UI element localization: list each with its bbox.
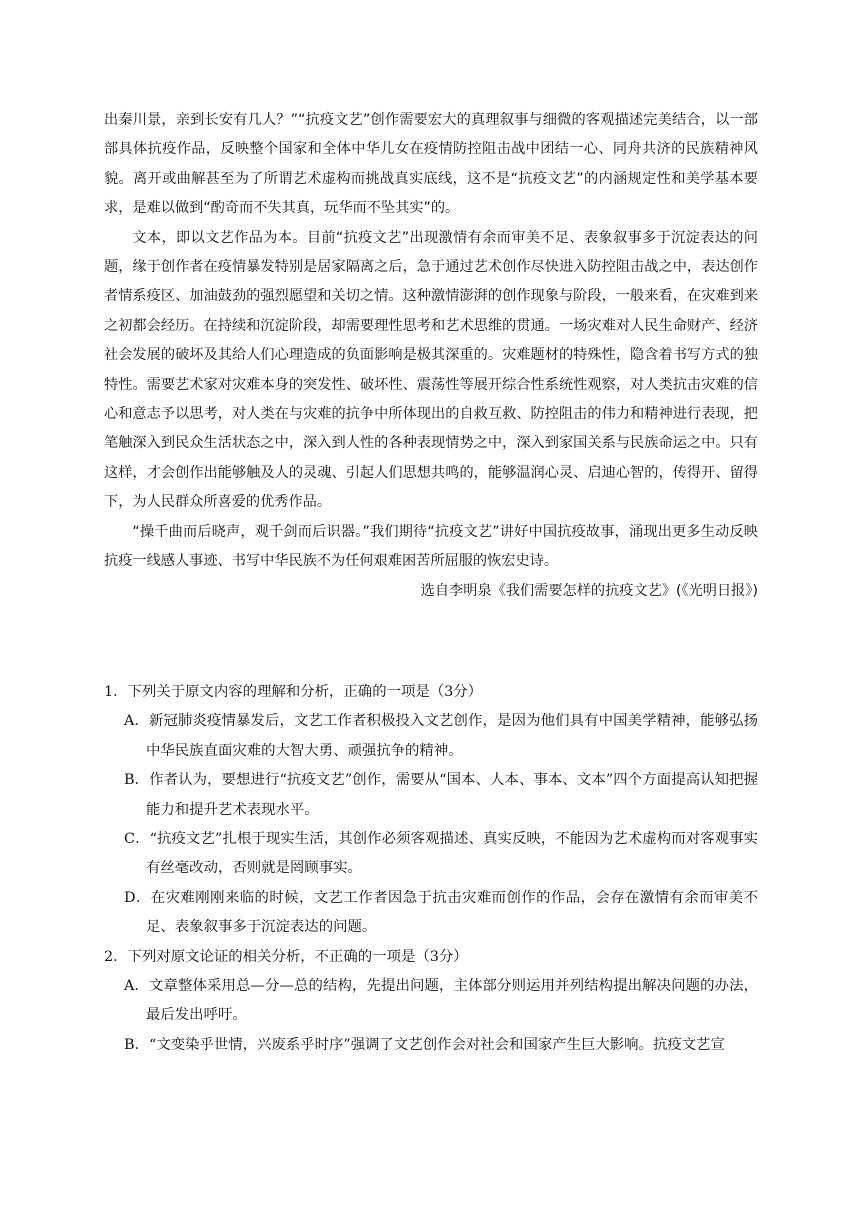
option-b	[104, 1031, 758, 1060]
option-letter: C．	[124, 831, 150, 848]
article-source: 选自李明泉《我们需要怎样的抗疫文艺》(《光明日报》)	[420, 582, 758, 599]
option-b	[104, 766, 758, 825]
article-body	[104, 106, 758, 606]
question-2	[104, 943, 758, 1061]
questions-section	[104, 678, 758, 1060]
option-letter: B．	[124, 772, 150, 789]
question-stem: 1．下列关于原文内容的理解和分析，正确的一项是（3分）	[104, 684, 483, 700]
question-stem: 2．下列对原文论证的相关分析，不正确的一项是（3分）	[104, 948, 468, 965]
option-text: 在灾难刚刚来临的时候，文艺工作者因急于抗击灾难而创作的作品，会存在激情有余而审美不足、表象叙事多于沉淀表达的问题。	[146, 889, 758, 936]
option-text: 文章整体采用总—分—总的结构，先提出问题，主体部分则运用并列结构提出解决问题的办法，最后发出呼吁。	[146, 978, 758, 1024]
option-a	[104, 707, 758, 766]
option-letter: A．	[124, 713, 150, 730]
option-letter: D．	[124, 889, 151, 906]
option-letter: B．	[124, 1036, 149, 1053]
article-paragraph-3: “操千曲而后晓声，观千剑而后识器。”我们期待“抗疫文艺”讲好中国抗疫故事，涌现出更多生动反映抗疫一线感人事迹、书写中华民族不为任何艰难困苦所屈服的恢宏史诗。	[104, 523, 758, 570]
article-paragraph-2: 文本，即以文艺作品为本。目前“抗疫文艺”出现激情有余而审美不足、表象叙事多于沉淀表达的问题，缘于创作者在疫情暴发特别是居家隔离之后，急于通过艺术创作尽快进入防控阻击战之中，表达创作者情系疫区、加油鼓劲的强烈愿望和关切之情。这种激情澎湃的创作现象与阶段，一般来看，在灾难到来之初都会经历。在持续和沉淀阶段，却需要理性思考和艺术思维的贯通。一场灾难对人民生命财产、经济社会发展的破坏及其给人们心理造成的负面影响是极其深重的。灾难题材的特殊性，隐含着书写方式的独特性。需要艺术家对灾难本身的突发性、破坏性、震荡性等展开综合性系统性观察，对人类抗击灾难的信心和意志予以思考，对人类在与灾难的抗争中所体现出的自救互救、防控阻击的伟力和精神进行表现，把笔触深入到民众生活状态之中，深入到人性的各种表现情势之中，深入到家国关系与民族命运之中。只有这样，才会创作出能够触及人的灵魂、引起人们思想共鸣的，能够温润心灵、启迪心智的，传得开、留得下，为人民群众所喜爱的优秀作品。	[104, 229, 758, 511]
article-paragraph-1: 出秦川景，亲到长安有几人？”“抗疫文艺”创作需要宏大的真理叙事与细微的客观描述完美结合，以一部部具体抗疫作品，反映整个国家和全体中华儿女在疫情防控阻击战中团结一心、同舟共济的民族精神风貌。离开或曲解甚至为了所谓艺术虚构而挑战真实底线，这不是“抗疫文艺”的内涵规定性和美学基本要求，是难以做到“酌奇而不失其真，玩华而不坠其实”的。	[104, 112, 758, 217]
option-letter: A．	[124, 978, 150, 995]
option-text: “抗疫文艺”扎根于现实生活，其创作必须客观描述、真实反映，不能因为艺术虚构而对客观事实有丝毫改动，否则就是罔顾事实。	[146, 831, 758, 877]
option-text: 新冠肺炎疫情暴发后，文艺工作者积极投入文艺创作，是因为他们具有中国美学精神，能够弘扬中华民族直面灾难的大智大勇、顽强抗争的精神。	[146, 713, 758, 759]
option-a	[104, 972, 758, 1031]
option-d	[104, 884, 758, 943]
option-text: “文变染乎世情，兴废系乎时序”强调了文艺创作会对社会和国家产生巨大影响。抗疫文艺宣	[148, 1036, 725, 1053]
option-c	[104, 825, 758, 884]
option-text: 作者认为，要想进行“抗疫文艺”创作，需要从“国本、人本、事本、文本”四个方面提高认知把握能力和提升艺术表现水平。	[146, 772, 759, 818]
question-1	[104, 678, 758, 943]
